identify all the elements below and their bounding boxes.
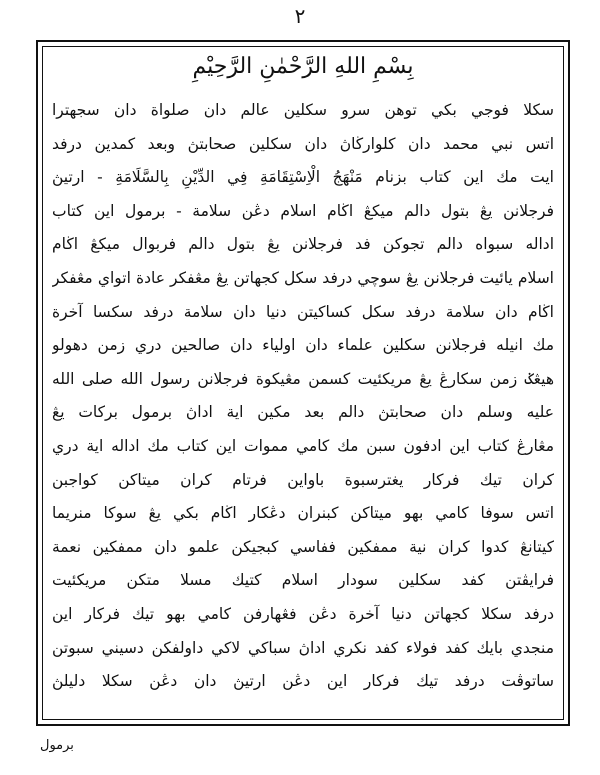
text-line: ساتوڤت درفد تيك فركار اين دڠن ارتيڽ دان دڠن سكلا دليلڽ <box>52 672 554 691</box>
basmala-heading: بِسْمِ اللهِ الرَّحْمٰنِ الرَّحِيْمِ <box>192 54 414 79</box>
body-text <box>52 94 554 699</box>
text-line: كيتانڠ كدوا كران نية ممفكين ففاسي كبجيكن علمو دان ممفكين نعمة <box>52 537 554 556</box>
text-line: اسلام يائيت فرجلانن يڠ سوچي درفد سكل كجهاتن يڠ مڠفكر عادة اتواي مڠفكر <box>52 268 554 287</box>
text-line: ايت مك اين كتاب بزنام مَنْهَجُ الْاِسْتِقَامَةِ فِي الدِّيْنِ بِالسَّلَامَةِ - ارتيڽ <box>52 168 554 187</box>
text-line: مك انيله فرجلانن سكلين علماء دان اولياء دان صالحين دري زمن دهولو <box>52 336 554 355</box>
text-line: مڠارڠ كتاب اين ادفون سبن مك كامي مموات اين كتاب مك اداله اية دري <box>52 436 554 455</box>
text-line: فرايڤتن كفد سكلين سودار اسلام كتيك مسلا متكن مريكئيت <box>52 571 554 590</box>
text-line: اتس سوفا كامي بهو ميتاكن كبنران دڠكار اڬام بكي يڠ سوكا منريما <box>52 504 554 523</box>
text-line: هيڠݢ زمن سكارڠ يڠ مريكئيت كسمن مڠيكوة فرجلانن رسول الله صلى الله <box>52 369 554 388</box>
text-line: فرجلانن يڠ بتول دالم ميكڠ اڬام اسلام دڠن سلامة - برمول اين كتاب <box>52 201 554 220</box>
text-line: درفد سكلا كجهاتن دنيا آخرة دڠن فڠهارفن كامي بهو تيك فركار اين <box>52 604 554 623</box>
text-line: سكلا فوجي بكي توهن سرو سكلين عالم دان صلواة دان سجهترا <box>52 101 554 119</box>
catchword: برمول <box>40 738 74 753</box>
text-line: اداله سبواه دالم تجوكن فد فرجلانن يڠ بتول دالم فربوال ميكڠ اڬام <box>52 235 554 254</box>
page-number: ٢ <box>294 4 306 28</box>
text-line: كران تيك فركار يغترسبوة باواين فرتام كران ميتاكن كواجبن <box>52 470 554 489</box>
text-line: اڬام دان سلامة درفد سكل كساكيتن دنيا دان سلامة درفد سكسا آخرة <box>52 302 554 321</box>
text-frame <box>36 40 570 726</box>
text-line: اتس نبي محمد دان كلوارڬاڽ دان سكلين صحابتڽ وبعد كمدين درفد <box>52 134 554 153</box>
text-line: منجدي بايك كفد فولاء كفد نكري اداڽ سباكي لاكي داولفكن دسيني سبوتن <box>52 638 554 657</box>
text-line: عليه وسلم دان صحابتڽ دالم بعد مكين اية اداڽ برمول بركات يڠ <box>52 403 554 422</box>
